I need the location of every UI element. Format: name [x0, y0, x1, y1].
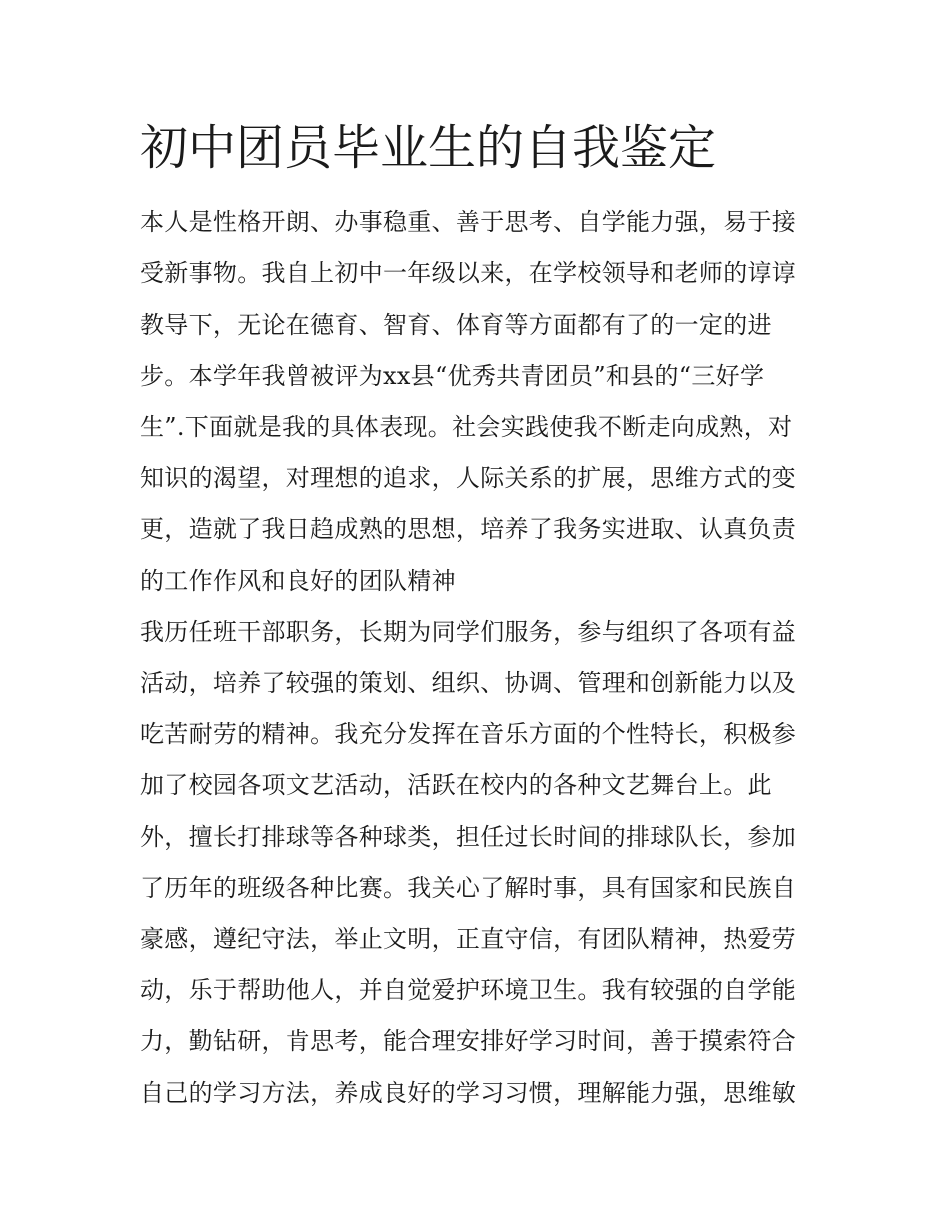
text-line: 受新事物。我自上初中一年级以来，在学校领导和老师的谆谆 — [140, 259, 797, 287]
text-line: 我历任班干部职务，长期为同学们服务，参与组织了各项有益 — [140, 618, 797, 646]
text-line: 自己的学习方法，养成良好的学习习惯，理解能力强，思维敏 — [140, 1079, 797, 1107]
text-line: 生”.下面就是我的具体表现。社会实践使我不断走向成熟，对 — [140, 413, 793, 441]
text-line: 力，勤钻研，肯思考，能合理安排好学习时间，善于摸索符合 — [140, 1027, 797, 1055]
text-line: 外，擅长打排球等各种球类，担任过长时间的排球队长，参加 — [140, 823, 797, 851]
text-line: 活动，培养了较强的策划、组织、协调、管理和创新能力以及 — [140, 669, 797, 697]
text-line: 知识的渴望，对理想的追求，人际关系的扩展，思维方式的变 — [140, 464, 797, 492]
text-line: 豪感，遵纪守法，举止文明，正直守信，有团队精神，热爱劳 — [140, 925, 797, 953]
text-line: 教导下，无论在德育、智育、体育等方面都有了的一定的进 — [140, 311, 772, 339]
text-line: 的工作作风和良好的团队精神 — [140, 567, 456, 595]
text-line: 动，乐于帮助他人，并自觉爱护环境卫生。我有较强的自学能 — [140, 976, 797, 1004]
text-line: 步。本学年我曾被评为xx县“优秀共青团员”和县的“三好学 — [140, 362, 765, 390]
text-line: 更，造就了我日趋成熟的思想，培养了我务实进取、认真负责 — [140, 515, 797, 543]
text-line: 加了校园各项文艺活动，活跃在校内的各种文艺舞台上。此 — [140, 771, 772, 799]
text-line: 了历年的班级各种比赛。我关心了解时事，具有国家和民族自 — [140, 874, 797, 902]
text-line: 本人是性格开朗、办事稳重、善于思考、自学能力强，易于接 — [140, 208, 797, 236]
text-line: 吃苦耐劳的精神。我充分发挥在音乐方面的个性特长，积极参 — [140, 720, 797, 748]
page-title: 初中团员毕业生的自我鉴定 — [140, 120, 717, 176]
